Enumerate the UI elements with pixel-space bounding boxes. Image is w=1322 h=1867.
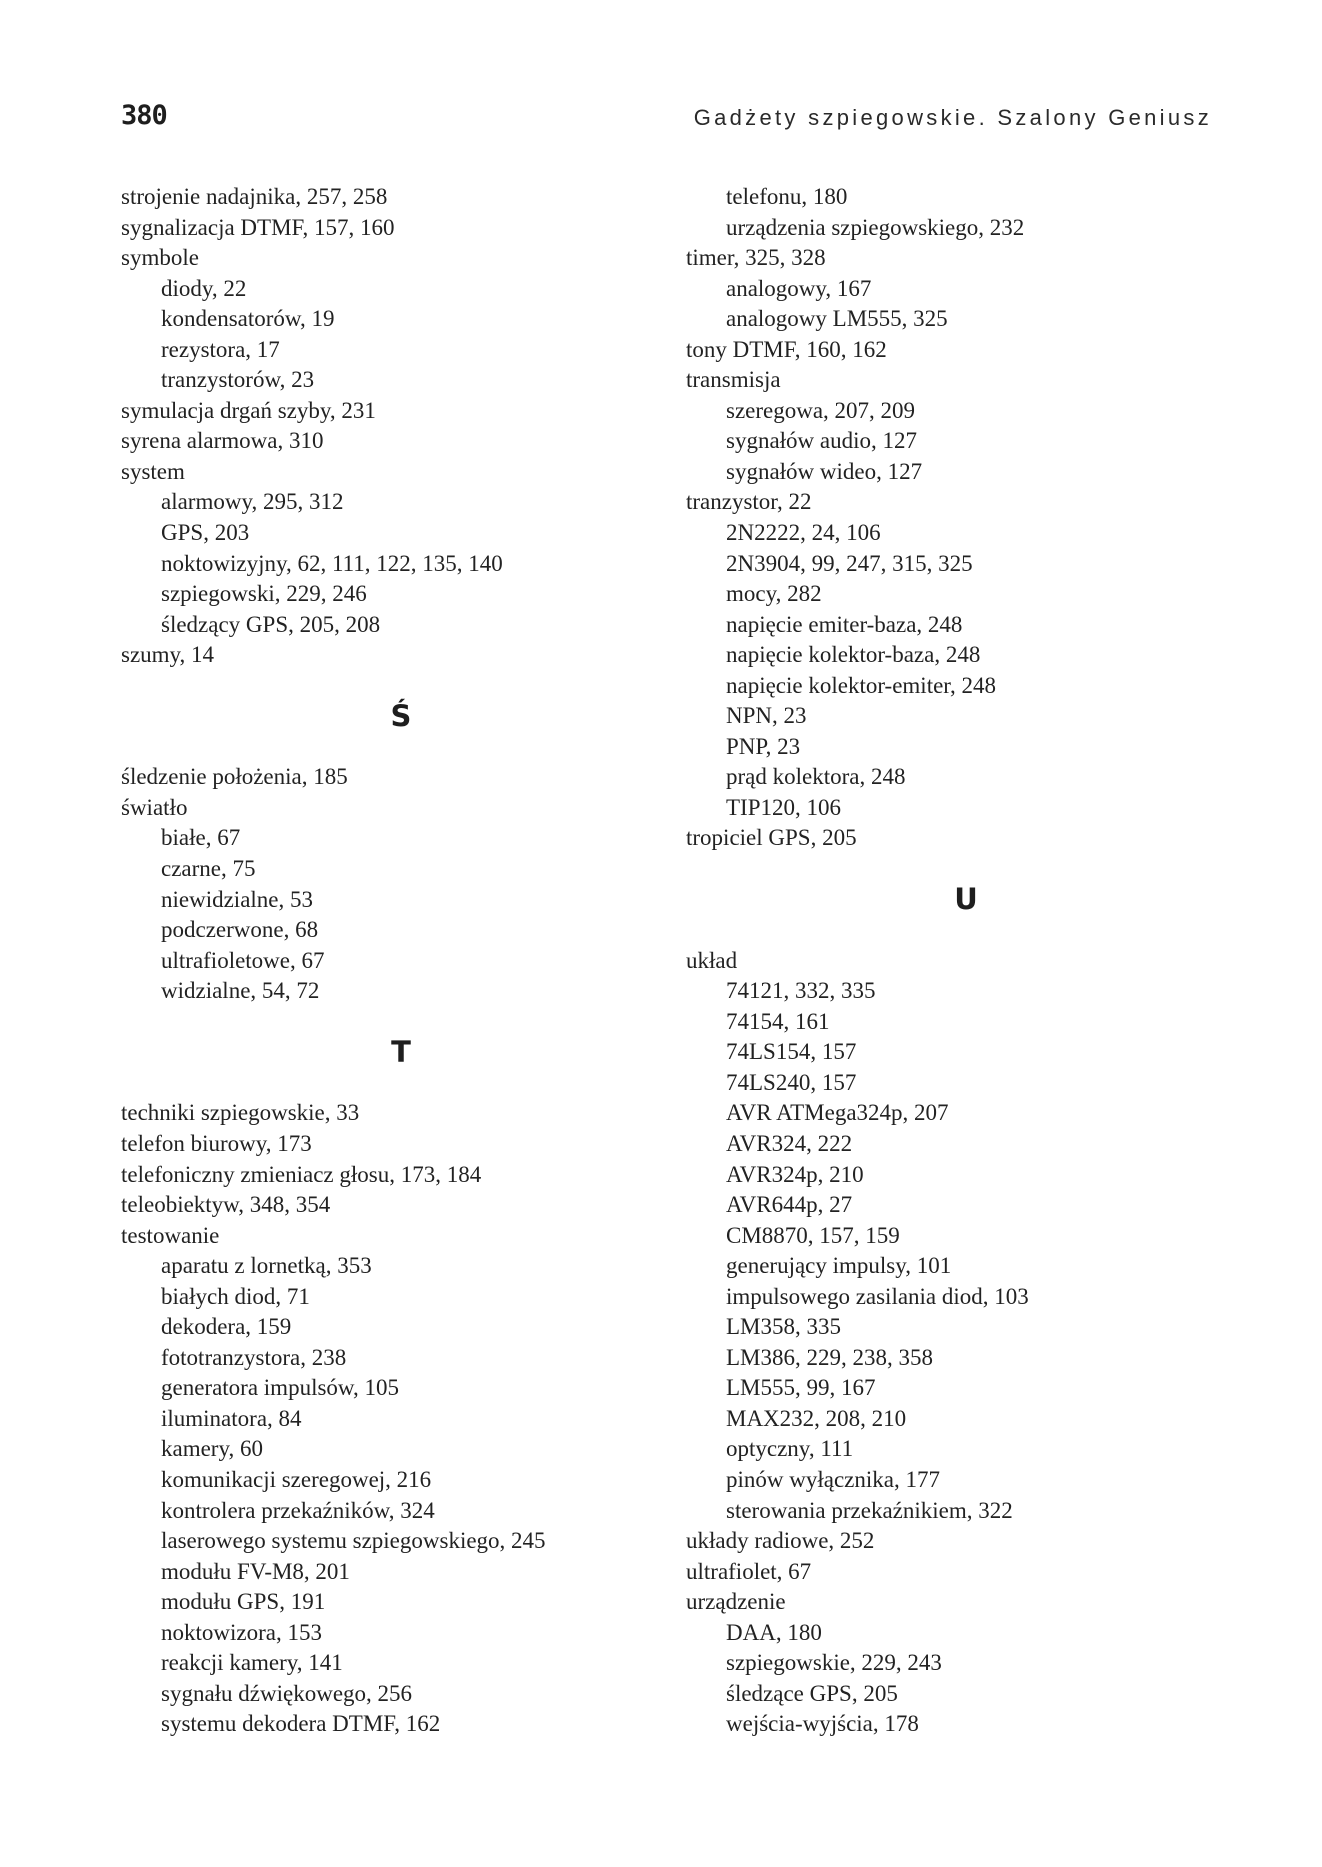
index-subentry: podczerwone, 68 xyxy=(161,917,319,943)
index-entry: układ xyxy=(686,947,738,973)
index-subentry: sterowania przekaźnikiem, 322 xyxy=(726,1497,1013,1523)
index-entry: światło xyxy=(121,794,188,820)
index-subentry: AVR ATMega324p, 207 xyxy=(726,1100,949,1126)
index-entry: techniki szpiegowskie, 33 xyxy=(121,1100,360,1126)
index-subentry: laserowego systemu szpiegowskiego, 245 xyxy=(161,1528,546,1554)
index-subentry: systemu dekodera DTMF, 162 xyxy=(161,1711,441,1737)
index-entry: syrena alarmowa, 310 xyxy=(121,428,324,454)
index-subentry: modułu FV-M8, 201 xyxy=(161,1558,350,1584)
index-entry: timer, 325, 328 xyxy=(686,245,826,271)
index-subentry: noktowizyjny, 62, 111, 122, 135, 140 xyxy=(161,550,503,576)
index-subentry: kamery, 60 xyxy=(161,1436,263,1462)
index-subentry: LM358, 335 xyxy=(726,1314,841,1340)
index-subentry: iluminatora, 84 xyxy=(161,1405,302,1431)
index-subentry: noktowizora, 153 xyxy=(161,1619,322,1645)
index-subentry: sygnału dźwiękowego, 256 xyxy=(161,1680,413,1706)
index-entry: układy radiowe, 252 xyxy=(686,1528,875,1554)
index-subentry: wejścia-wyjścia, 178 xyxy=(726,1711,919,1737)
index-subentry: reakcji kamery, 141 xyxy=(161,1650,343,1676)
index-subentry: ultrafioletowe, 67 xyxy=(161,947,325,973)
index-entry: ultrafiolet, 67 xyxy=(686,1558,812,1584)
index-entry: telefoniczny zmieniacz głosu, 173, 184 xyxy=(121,1161,482,1187)
index-subentry: MAX232, 208, 210 xyxy=(726,1405,907,1431)
index-entry: urządzenie xyxy=(686,1589,786,1615)
index-subentry: analogowy, 167 xyxy=(726,275,872,301)
index-subentry: LM555, 99, 167 xyxy=(726,1375,876,1401)
index-subentry: białe, 67 xyxy=(161,825,241,851)
index-subentry: telefonu, 180 xyxy=(726,184,848,209)
index-subentry: NPN, 23 xyxy=(726,703,807,729)
index-entry: telefon biurowy, 173 xyxy=(121,1130,312,1156)
index-entry: strojenie nadajnika, 257, 258 xyxy=(121,184,388,209)
index-subentry: komunikacji szeregowej, 216 xyxy=(161,1466,432,1492)
index-entry: szumy, 14 xyxy=(121,642,215,668)
index-column-right xyxy=(686,182,1246,1740)
letter-heading: Ś xyxy=(390,698,412,733)
index-subentry: sygnałów wideo, 127 xyxy=(726,458,923,484)
index-subentry: fototranzystora, 238 xyxy=(161,1344,347,1370)
index-subentry: TIP120, 106 xyxy=(726,794,841,820)
index-subentry: pinów wyłącznika, 177 xyxy=(726,1466,940,1492)
index-subentry: szeregowa, 207, 209 xyxy=(726,397,916,423)
index-subentry: śledzący GPS, 205, 208 xyxy=(161,611,381,637)
index-entry: system xyxy=(121,458,185,484)
index-subentry: AVR324p, 210 xyxy=(726,1161,864,1187)
index-subentry: sygnałów audio, 127 xyxy=(726,428,918,454)
index-column-left xyxy=(121,182,681,1740)
index-subentry: szpiegowski, 229, 246 xyxy=(161,581,367,607)
running-head: Gadżety szpiegowskie. Szalony Geniusz xyxy=(693,105,1212,130)
index-subentry: mocy, 282 xyxy=(726,581,822,607)
index-subentry: 74LS240, 157 xyxy=(726,1069,857,1095)
index-entry: tony DTMF, 160, 162 xyxy=(686,336,887,362)
index-subentry: dekodera, 159 xyxy=(161,1314,292,1340)
index-subentry: CM8870, 157, 159 xyxy=(726,1222,900,1248)
index-subentry: analogowy LM555, 325 xyxy=(726,306,948,332)
page-number: 380 xyxy=(121,100,167,131)
index-subentry: śledzące GPS, 205 xyxy=(726,1680,898,1706)
index-subentry: napięcie kolektor-emiter, 248 xyxy=(726,672,997,698)
letter-heading: U xyxy=(954,882,978,917)
index-subentry: impulsowego zasilania diod, 103 xyxy=(726,1283,1029,1309)
index-entry: teleobiektyw, 348, 354 xyxy=(121,1192,331,1218)
index-subentry: prąd kolektora, 248 xyxy=(726,764,906,790)
index-subentry: białych diod, 71 xyxy=(161,1283,310,1309)
index-subentry: modułu GPS, 191 xyxy=(161,1589,326,1615)
index-subentry: rezystora, 17 xyxy=(161,336,280,362)
index-subentry: czarne, 75 xyxy=(161,856,256,882)
index-subentry: napięcie emiter-baza, 248 xyxy=(726,611,963,637)
index-subentry: AVR324, 222 xyxy=(726,1130,853,1156)
index-entry: testowanie xyxy=(121,1222,220,1248)
index-subentry: widzialne, 54, 72 xyxy=(161,978,320,1004)
index-subentry: 74LS154, 157 xyxy=(726,1039,857,1065)
index-entry: sygnalizacja DTMF, 157, 160 xyxy=(121,214,395,240)
index-subentry: kontrolera przekaźników, 324 xyxy=(161,1497,435,1523)
index-subentry: PNP, 23 xyxy=(726,733,801,759)
index-subentry: alarmowy, 295, 312 xyxy=(161,489,344,515)
letter-heading: T xyxy=(391,1034,411,1069)
index-entry: tranzystor, 22 xyxy=(686,489,812,515)
index-subentry: 2N2222, 24, 106 xyxy=(726,520,881,546)
index-subentry: aparatu z lornetką, 353 xyxy=(161,1253,372,1279)
index-subentry: generujący impulsy, 101 xyxy=(726,1253,952,1279)
index-subentry: urządzenia szpiegowskiego, 232 xyxy=(726,214,1025,240)
index-subentry: 2N3904, 99, 247, 315, 325 xyxy=(726,550,973,576)
index-subentry: kondensatorów, 19 xyxy=(161,306,335,332)
index-subentry: generatora impulsów, 105 xyxy=(161,1375,400,1401)
index-subentry: GPS, 203 xyxy=(161,520,250,546)
index-entry: symbole xyxy=(121,245,199,271)
index-subentry: DAA, 180 xyxy=(726,1619,822,1645)
index-subentry: LM386, 229, 238, 358 xyxy=(726,1344,933,1370)
index-subentry: tranzystorów, 23 xyxy=(161,367,315,393)
index-entry: transmisja xyxy=(686,367,781,393)
index-subentry: AVR644p, 27 xyxy=(726,1192,853,1218)
index-entry: śledzenie położenia, 185 xyxy=(121,764,348,790)
index-subentry: napięcie kolektor-baza, 248 xyxy=(726,642,981,668)
index-subentry: niewidzialne, 53 xyxy=(161,886,314,912)
index-subentry: optyczny, 111 xyxy=(726,1436,854,1462)
index-entry: tropiciel GPS, 205 xyxy=(686,825,857,851)
index-entry: symulacja drgań szyby, 231 xyxy=(121,397,376,423)
index-subentry: diody, 22 xyxy=(161,275,247,301)
index-subentry: 74121, 332, 335 xyxy=(726,978,876,1004)
index-subentry: szpiegowskie, 229, 243 xyxy=(726,1650,942,1676)
index-subentry: 74154, 161 xyxy=(726,1008,830,1034)
